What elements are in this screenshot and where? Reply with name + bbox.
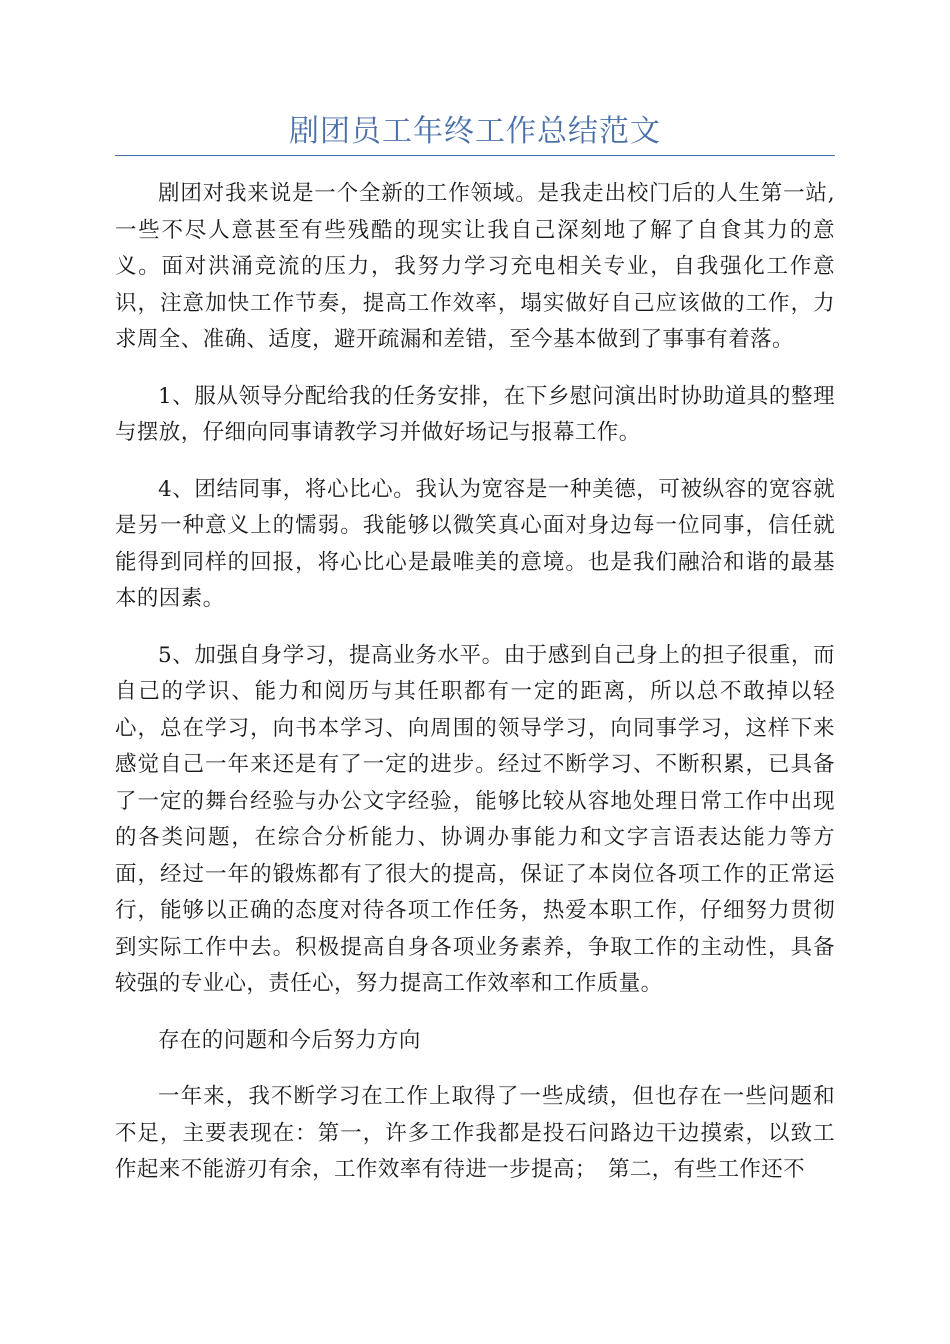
paragraph-problems: 一年来，我不断学习在工作上取得了一些成绩，但也存在一些问题和不足，主要表现在：第一，许多工作我都是投石问路边干边摸索，以致工作起来不能游刃有余，工作效率有待进一步提高； 第二，有些工作还不 [115, 1084, 835, 1182]
paragraph-item-4: 4、团结同事，将心比心。我认为宽容是一种美德，可被纵容的宽容就是另一种意义上的懦弱。我能够以微笑真心面对身边每一位同事，信任就能得到同样的回报，将心比心是最唯美的意境。也是我们融洽和谐的最基本的因素。 [115, 476, 835, 611]
paragraph-intro: 剧团对我来说是一个全新的工作领域。是我走出校门后的人生第一站,一些不尽人意甚至有些残酷的现实让我自己深刻地了解了自食其力的意义。面对洪涌竞流的压力，我努力学习充电相关专业，自我强化工作意识，注意加快工作节奏，提高工作效率，塌实做好自己应该做的工作，力求周全、准确、适度，避开疏漏和差错，至今基本做到了事事有着落。 [115, 181, 835, 352]
title-underline [115, 155, 835, 156]
document-title: 剧团员工年终工作总结范文 [289, 114, 661, 149]
paragraph-item-5: 5、加强自身学习，提高业务水平。由于感到自己身上的担子很重，而自己的学识、能力和阅历与其任职都有一定的距离，所以总不敢掉以轻心，总在学习，向书本学习、向周围的领导学习，向同事学习，这样下来感觉自己一年来还是有了一定的进步。经过不断学习、不断积累，已具备了一定的舞台经验与办公文字经验，能够比较从容地处理日常工作中出现的各类问题，在综合分析能力、协调办事能力和文字言语表达能力等方面，经过一年的锻炼都有了很大的提高，保证了本岗位各项工作的正常运行，能够以正确的态度对待各项工作任务，热爱本职工作，仔细努力贯彻到实际工作中去。积极提高自身各项业务素养，争取工作的主动性，具备较强的专业心，责任心，努力提高工作效率和工作质量。 [115, 642, 835, 996]
section-heading-problems: 存在的问题和今后努力方向 [158, 1027, 421, 1053]
document-body [115, 176, 835, 1209]
paragraph-item-1: 1、服从领导分配给我的任务安排，在下乡慰问演出时协助道具的整理与摆放，仔细向同事请教学习并做好场记与报幕工作。 [115, 383, 835, 445]
